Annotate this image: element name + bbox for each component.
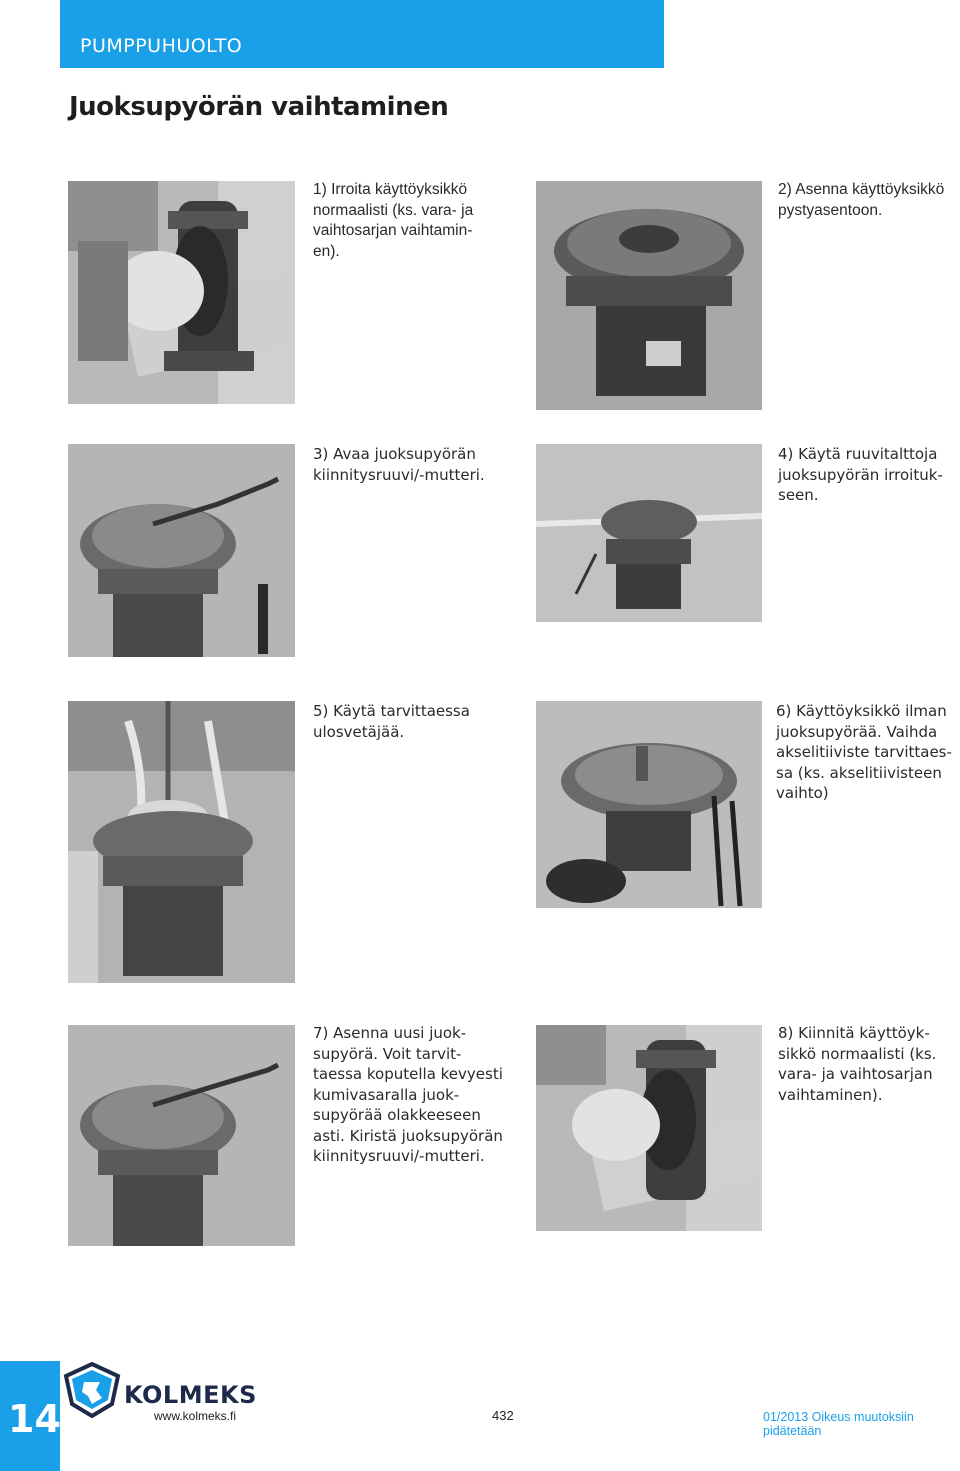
new-impeller-photo xyxy=(68,1025,295,1246)
drive-unit-removal-photo xyxy=(68,181,295,404)
step-5-caption: 5) Käytä tarvittaessa ulosvetäjää. xyxy=(313,702,470,741)
unit-without-impeller-photo xyxy=(536,701,762,908)
screwdriver-pry-photo xyxy=(536,444,762,622)
footer-disclaimer: 01/2013 Oikeus muutoksiin pidätetään xyxy=(763,1410,914,1438)
section-label: PUMPPUHUOLTO xyxy=(80,35,243,57)
page-tab-number: 14 xyxy=(8,1397,61,1441)
puller-photo xyxy=(68,701,295,983)
step-2-caption: 2) Asenna käyttöyksikkö pystyasentoon. xyxy=(778,181,945,219)
step-8-caption: 8) Kiinnitä käyttöyk- sikkö normaalisti (ks. vara- ja vaihtosarjan vaihtaminen). xyxy=(778,1024,937,1104)
website-link[interactable]: www.kolmeks.fi xyxy=(154,1409,237,1423)
page-number: 432 xyxy=(492,1408,514,1423)
impeller-screw-photo xyxy=(68,444,295,657)
drive-unit-refit-photo xyxy=(536,1025,762,1231)
step-1-caption: 1) Irroita käyttöyksikkö normaalisti (ks. vara- ja vaihtosarjan vaihtamin- en). xyxy=(313,181,474,260)
step-7-caption: 7) Asenna uusi juok- supyörä. Voit tarvit- taessa koputella kevyesti kumivasaralla juok- supyörää olakkeeseen asti. Kiristä juoksupyörän kiinnitysruuvi/-mutteri. xyxy=(313,1024,503,1165)
brand-wordmark: KOLMEKS xyxy=(124,1381,257,1409)
step-3-caption: 3) Avaa juoksupyörän kiinnitysruuvi/-mutteri. xyxy=(313,445,485,484)
step-4-caption: 4) Käytä ruuvitalttoja juoksupyörän irroituk- seen. xyxy=(778,445,943,504)
drive-unit-upright-photo xyxy=(536,181,762,410)
page-title: Juoksupyörän vaihtaminen xyxy=(69,92,449,122)
page-tab xyxy=(0,1361,60,1471)
kolmeks-logo-icon xyxy=(62,1362,122,1418)
step-6-caption: 6) Käyttöyksikkö ilman juoksupyörää. Vaihda akselitiiviste tarvittaes- sa (ks. akselitiivisteen vaihto) xyxy=(776,702,952,802)
section-header-bar xyxy=(60,0,664,68)
